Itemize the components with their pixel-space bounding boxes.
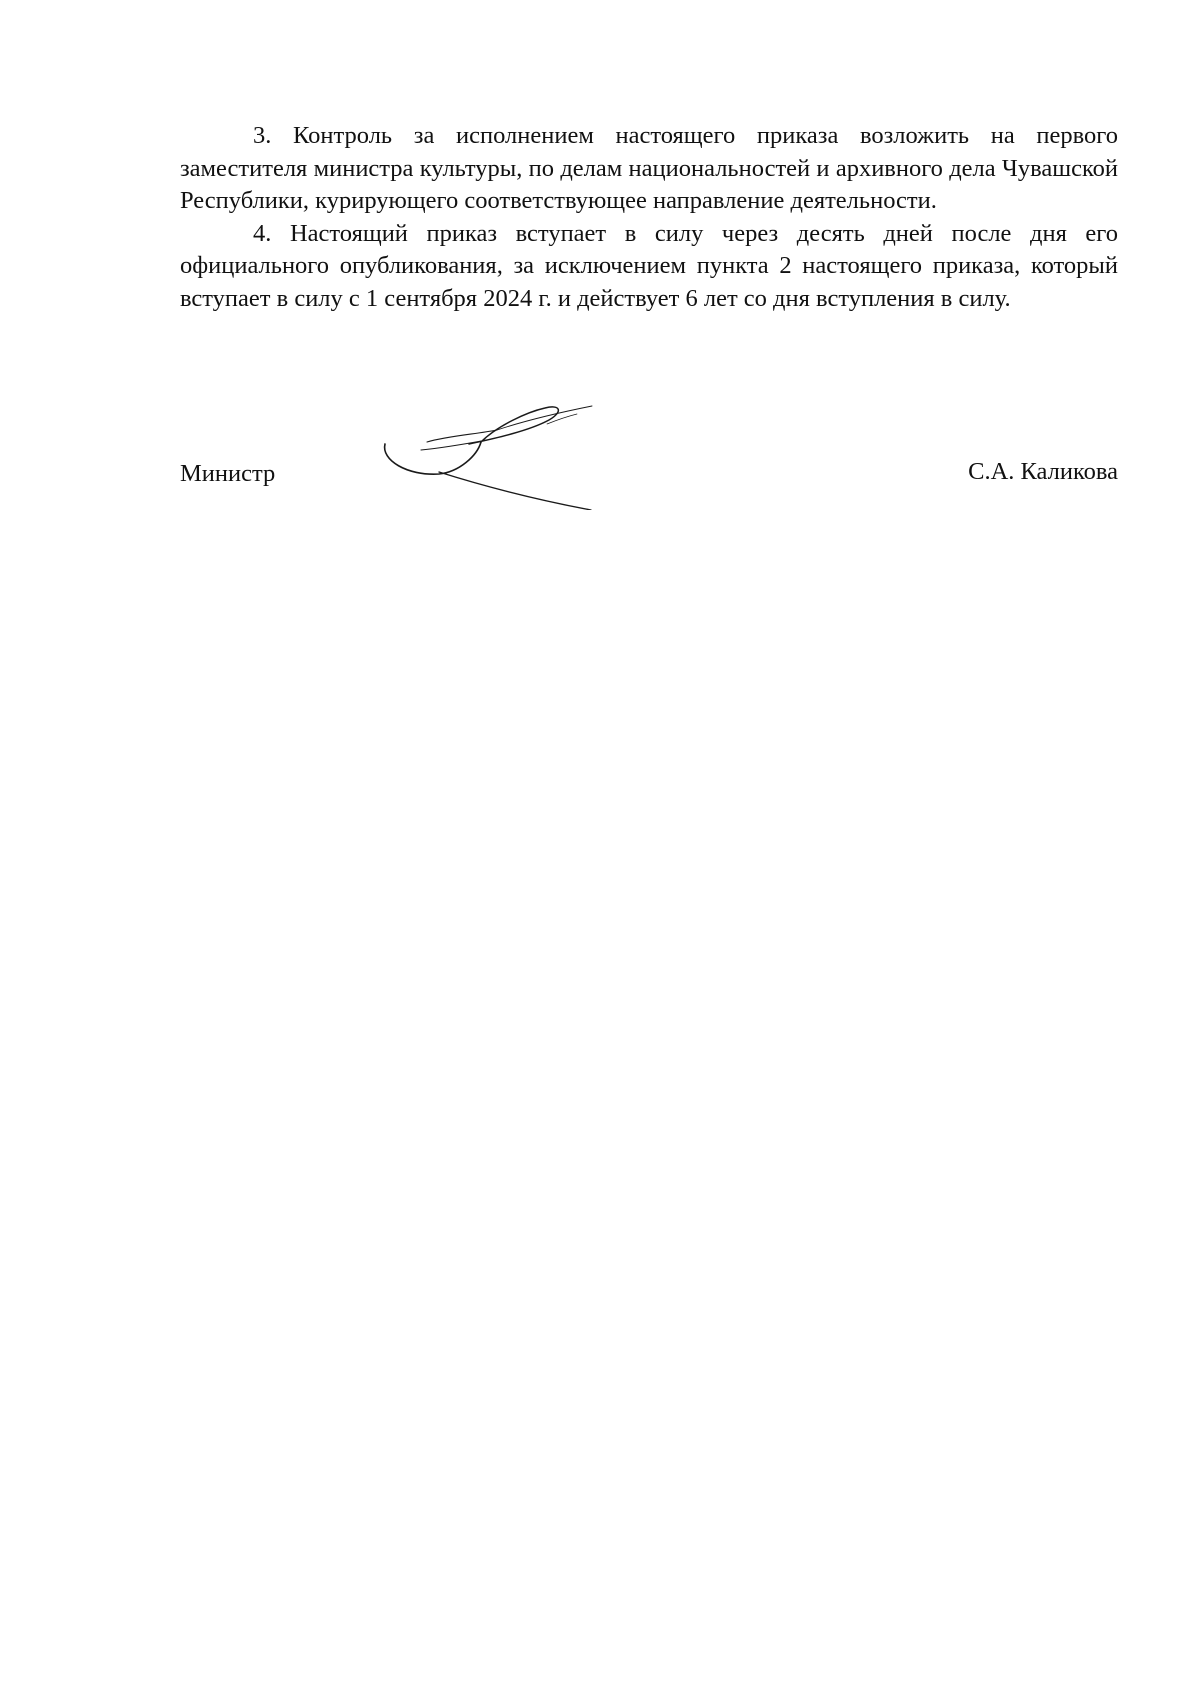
paragraph-4: 4. Настоящий приказ вступает в силу через десять дней после дня его официального опубликования, за исключением пункта 2 настоящего приказа, который вступает в силу с 1 сентября 2024 г. и действует 6 лет со дня вступления в силу. [180,219,1118,312]
signature-block [180,400,1118,510]
signatory-title: Министр [180,460,276,487]
document-body [180,120,1118,315]
handwritten-signature-image [377,400,617,510]
signatory-name: С.А. Каликова [968,458,1118,485]
paragraph-3: 3. Контроль за исполнением настоящего приказа возложить на первого заместителя министра культуры, по делам национальностей и архивного дела Чувашской Республики, курирующего соответствующее направление деятельности. [180,122,1118,214]
